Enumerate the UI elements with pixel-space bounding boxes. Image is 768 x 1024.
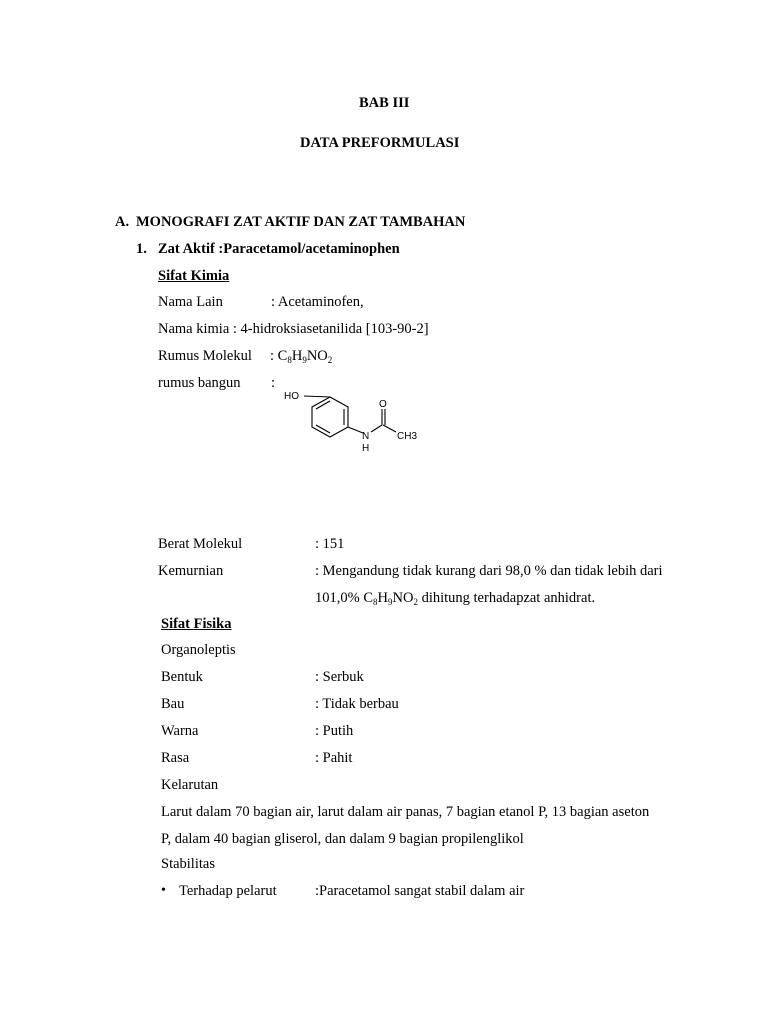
berat-molekul-value: : 151 [315,536,345,552]
warna-label: Warna [161,723,199,739]
structure-h-label: H [362,443,370,454]
kelarutan-heading: Kelarutan [161,777,219,793]
structure-n-label: N [362,431,370,442]
bau-label: Bau [161,696,185,712]
chapter-number: BAB III [359,95,410,111]
chapter-title: DATA PREFORMULASI [300,135,460,151]
sifat-fisika-heading: Sifat Fisika [161,616,232,632]
section-letter: A. [115,214,130,230]
organoleptis-heading: Organoleptis [161,642,236,658]
rasa-value: : Pahit [315,750,353,766]
kemurnian-label: Kemurnian [158,563,224,579]
structure-ch3-label: CH3 [397,431,418,442]
nama-lain-value: : Acetaminofen, [271,294,364,310]
rumus-molekul-value: : $C_8H_9NO_2$ [270,348,333,365]
kemurnian-value-line1: : Mengandung tidak kurang dari 98,0 % dan tidak lebih dari [315,563,663,579]
kelarutan-line2: P, dalam 40 bagian gliserol, dan dalam 9 bagian propilenglikol [161,831,524,847]
stabilitas-heading: Stabilitas [161,856,215,872]
chemical-structure [280,385,430,460]
warna-value: : Putih [315,723,354,739]
bentuk-label: Bentuk [161,669,203,685]
structure-o-label: O [379,399,387,410]
nama-kimia-line: Nama kimia : 4-hidroksiasetanilida [103-90-2] [158,321,429,337]
rumus-bangun-label: rumus bangun [158,375,241,391]
structure-ho-label: HO [284,391,299,402]
kemurnian-value-line2: 101,0% $C_8H_9NO_2$ dihitung terhadapzat anhidrat. [315,590,596,607]
subsection-number: 1. [136,241,147,257]
rumus-molekul-label: Rumus Molekul [158,348,252,364]
rasa-label: Rasa [161,750,190,766]
nama-lain-label: Nama Lain [158,294,223,310]
stabilitas-pelarut-label: Terhadap pelarut [179,883,277,899]
bullet-icon: • [161,883,166,898]
subsection-title: Zat Aktif :Paracetamol/acetaminophen [158,241,400,257]
bentuk-value: : Serbuk [315,669,364,685]
bau-value: : Tidak berbau [315,696,399,712]
sifat-kimia-heading: Sifat Kimia [158,268,230,284]
stabilitas-pelarut-value: :Paracetamol sangat stabil dalam air [315,883,525,899]
rumus-bangun-colon: : [271,375,276,391]
kelarutan-line1: Larut dalam 70 bagian air, larut dalam air panas, 7 bagian etanol P, 13 bagian aseton [161,804,650,820]
berat-molekul-label: Berat Molekul [158,536,243,552]
section-title: MONOGRAFI ZAT AKTIF DAN ZAT TAMBAHAN [136,214,466,230]
